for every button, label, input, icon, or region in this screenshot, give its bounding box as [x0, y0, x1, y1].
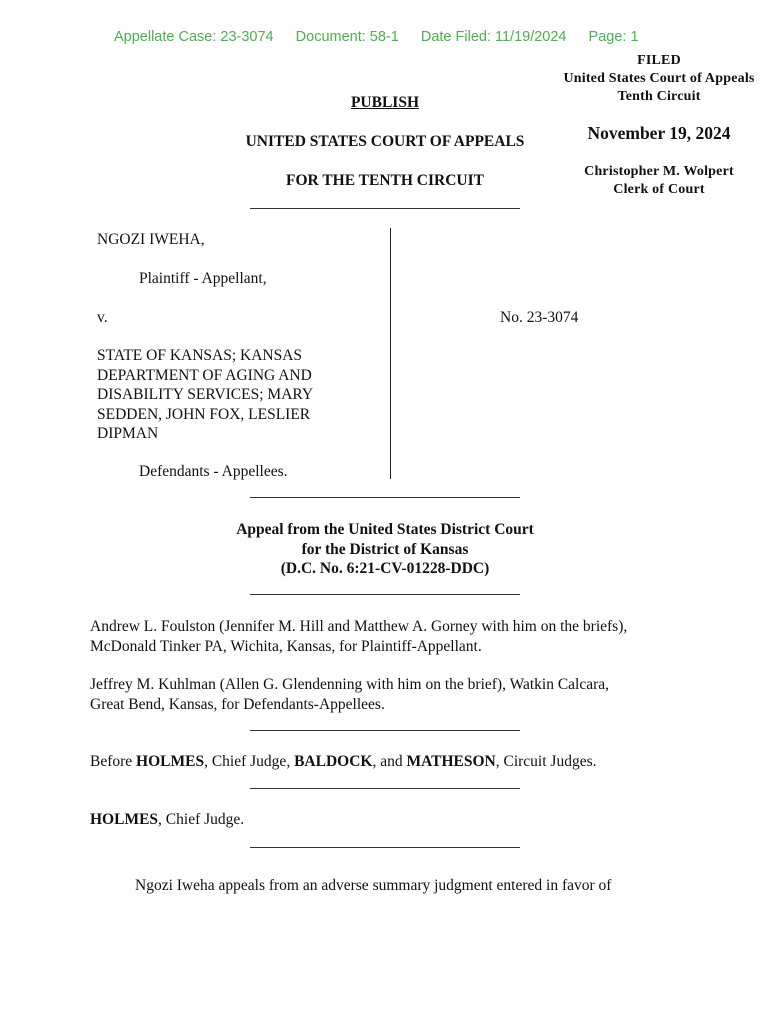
case-number-stamp: Appellate Case: 23-3074 [114, 29, 274, 45]
appeal-line: (D.C. No. 6:21-CV-01228-DDC) [280, 560, 490, 577]
clerk-title: Clerk of Court [613, 182, 705, 197]
clerk-name: Christopher M. Wolpert [584, 164, 734, 179]
filing-stamp-header [114, 29, 657, 45]
filed-date: November 19, 2024 [587, 123, 731, 143]
publish-heading: PUBLISH [350, 94, 420, 111]
circuit-heading: FOR THE TENTH CIRCUIT [286, 172, 484, 189]
panel-text: , and [372, 753, 407, 770]
defendants-line: DISABILITY SERVICES; MARY [97, 386, 314, 403]
appellant-counsel [90, 617, 690, 656]
counsel-line: McDonald Tinker PA, Wichita, Kansas, for Plaintiff-Appellant. [90, 637, 482, 655]
defendants-line: DEPARTMENT OF AGING AND [97, 366, 312, 384]
defendants-line: SEDDEN, JOHN FOX, LESLIER [97, 405, 311, 423]
court-heading: UNITED STATES COURT OF APPEALS [245, 133, 525, 150]
plaintiff-name: NGOZI IWEHA, [97, 231, 205, 248]
appeal-heading [160, 520, 610, 579]
filed-circuit: Tenth Circuit [617, 89, 701, 104]
clerk-block [548, 163, 770, 199]
divider-rule [250, 497, 520, 498]
author-line [90, 810, 690, 830]
counsel-line: Great Bend, Kansas, for Defendants-Appellees. [90, 695, 385, 713]
divider-rule [250, 594, 520, 595]
versus-label: v. [97, 309, 108, 326]
counsel-line: Jeffrey M. Kuhlman (Allen G. Glendenning with him on the brief), Watkin Calcara, [90, 676, 610, 693]
filed-label: FILED [637, 53, 681, 68]
panel-text: , Chief Judge, [204, 753, 295, 770]
plaintiff-role: Plaintiff - Appellant, [139, 270, 267, 287]
divider-rule [250, 208, 520, 209]
filed-court: United States Court of Appeals [563, 71, 755, 86]
judge-name: MATHESON [406, 753, 496, 770]
counsel-line: Andrew L. Foulston (Jennifer M. Hill and Matthew A. Gorney with him on the briefs), [90, 618, 628, 635]
document-number-stamp: Document: 58-1 [295, 29, 399, 45]
opinion-opening: Ngozi Iweha appeals from an adverse summary judgment entered in favor of [135, 877, 612, 894]
judge-name: BALDOCK [294, 753, 373, 770]
filed-block [548, 52, 770, 106]
defendants-list [97, 346, 313, 444]
divider-rule [250, 847, 520, 848]
case-number: No. 23-3074 [500, 309, 579, 326]
page-number-stamp: Page: 1 [588, 29, 639, 45]
panel-text: , Circuit Judges. [495, 753, 597, 770]
author-title: , Chief Judge. [158, 811, 245, 828]
date-filed-stamp: Date Filed: 11/19/2024 [420, 29, 567, 45]
defendants-role: Defendants - Appellees. [139, 463, 288, 480]
panel-line [90, 752, 690, 772]
judge-name: HOLMES [136, 753, 205, 770]
panel-before: Before [90, 753, 137, 770]
appellee-counsel [90, 675, 690, 714]
author-name: HOLMES [90, 811, 159, 828]
defendants-line: DIPMAN [97, 425, 159, 442]
caption-divider [390, 228, 391, 479]
appeal-line: for the District of Kansas [301, 540, 469, 558]
defendants-line: STATE OF KANSAS; KANSAS [97, 347, 303, 364]
divider-rule [250, 788, 520, 789]
appeal-line: Appeal from the United States District Court [236, 521, 534, 538]
divider-rule [250, 730, 520, 731]
